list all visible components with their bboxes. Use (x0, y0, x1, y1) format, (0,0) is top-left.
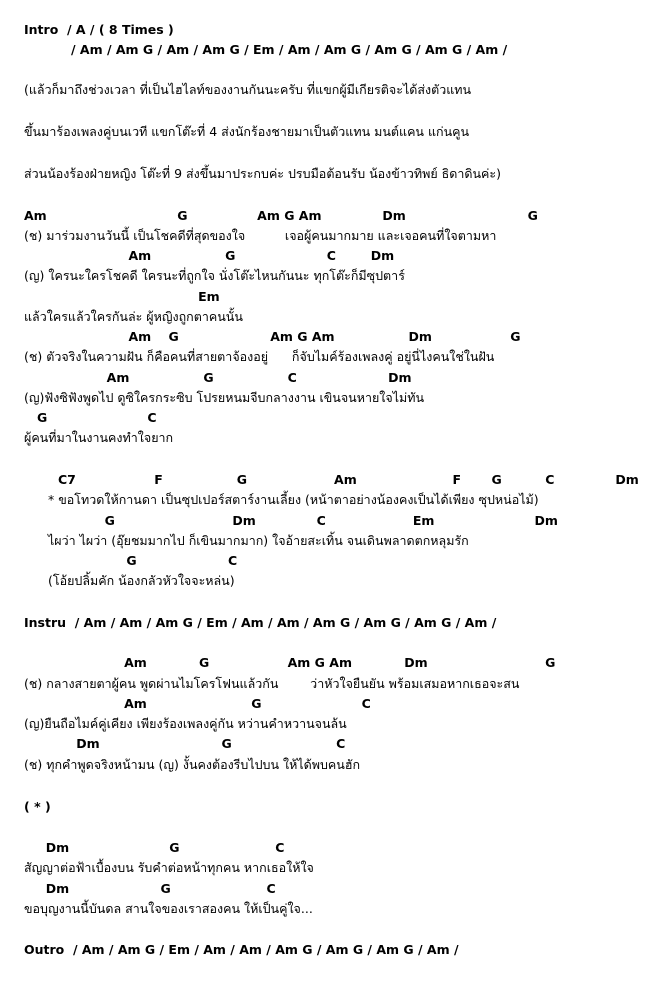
lyric-line: (ช) มาร่วมงานวันนี้ เป็นโชคดีที่สุดของใจ เจอผู้คนมากมาย และเจอคนที่ใจตามหา (24, 228, 497, 243)
chorus-lyric-line: ไผว่า ไผว่า (อุ๊ยชมมากไป ก็เขินมากมาก) ใจอ้ายสะเทิ้น จนเดินพลาดตกหลุมรัก (48, 533, 469, 548)
lyric-line: ผู้คนที่มาในงานคงทำใจยาก (24, 430, 174, 445)
lyric-line: (ช) ตัวจริงในความฝัน ก็คือคนที่สายตาจ้องอยู่ ก็จับไมค์ร้องเพลงคู่ อยู่นี่ไงคนใช่ในฝัน (24, 349, 495, 364)
lyric-line: ขอบุญงานนี้บันดล สานใจของเราสองคน ให้เป็นคู่ใจ... (24, 901, 313, 916)
outro-line: Outro / Am / Am G / Em / Am / Am / Am G / Am G / Am G / Am / (24, 942, 459, 957)
chord-line: G C (48, 553, 238, 568)
instrumental-line: Instru / Am / Am / Am G / Em / Am / Am / Am G / Am G / Am G / Am / (24, 615, 497, 630)
intro-chord-line: / Am / Am G / Am / Am G / Em / Am / Am G / Am G / Am G / Am / (71, 42, 508, 57)
chord-line: Em (24, 289, 220, 304)
lyric-line: (ช) ทุกคำพูดจริงหน้ามน (ญ) งั้นคงต้องรีบไปบน ให้ได้พบคนฮัก (24, 757, 361, 772)
chord-line: Am G Am G Am Dm G (24, 655, 556, 670)
chord-line: Am G Am G Am Dm G (24, 329, 521, 344)
lyric-line: สัญญาต่อฟ้าเบื้องบน รับคำต่อหน้าทุกคน หากเธอให้ใจ (24, 860, 314, 875)
chord-line: Dm G C (24, 736, 346, 751)
chorus-lyric-line: (โอ้ยปลิ้มคัก น้องกลัวหัวใจจะหล่น) (48, 573, 235, 588)
chord-line: C7 F G Am F G C Dm (58, 472, 639, 487)
chord-line: Am G C Dm (24, 248, 395, 263)
chord-line: G C (24, 410, 157, 425)
chord-line: Am G Am G Am Dm G (24, 208, 538, 223)
chorus-repeat-marker: ( * ) (24, 799, 51, 814)
lyric-line: (ญ)ฟังซิฟังพูดไป ดูซิใครกระซิบ โปรยหนมจีบกลางงาน เขินจนหายใจไม่ทัน (24, 390, 425, 405)
lyric-line: (ช) กลางสายตาผู้คน พูดผ่านไมโครโฟนแล้วกัน ว่าหัวใจยืนยัน พร้อมเสมอหากเธอจะสน (24, 676, 520, 691)
chord-line: Am G C (24, 696, 371, 711)
narration-line: (แล้วก็มาถึงช่วงเวลา ที่เป็นไฮไลท์ของงานกันนะครับ ที่แขกผู้มีเกียรติจะได้ส่งตัวแทน (24, 82, 472, 97)
narration-line: ส่วนน้องร้องฝ่ายหญิง โต๊ะที่ 9 ส่งขึ้นมาประกบค่ะ ปรบมือต้อนรับ น้องข้าวทิพย์ ธิดาดินค่ะ) (24, 166, 502, 181)
chord-line: Dm G C (24, 881, 276, 896)
chord-line: Dm G C (24, 840, 285, 855)
intro-line: Intro / A / ( 8 Times ) (24, 22, 174, 37)
chord-line: Am G C Dm (24, 370, 412, 385)
narration-line: ขึ้นมาร้องเพลงคู่บนเวที แขกโต๊ะที่ 4 ส่งนักร้องชายมาเป็นตัวแทน มนต์แคน แก่นคูน (24, 124, 470, 139)
lyric-line: แล้วใครแล้วใครกันล่ะ ผู้หญิงถูกตาคนนั้น (24, 309, 243, 324)
lyric-line: (ญ)ยืนถือไมค์คู่เคียง เพียงร้องเพลงคู่กัน หว่านคำหวานจนล้น (24, 716, 347, 731)
lyric-line: (ญ) ใครนะใครโชคดี ใครนะที่ถูกใจ นั่งโต๊ะไหนกันนะ ทุกโต๊ะก็มีซุปตาร์ (24, 268, 405, 283)
chord-line: G Dm C Em Dm (48, 513, 558, 528)
chorus-lyric-line: * ขอโทวดให้กานดา เป็นซุปเปอร์สตาร์งานเลี้ยง (หน้าตาอย่างน้องคงเป็นได้เพียง ซุปหน่อไม้) (48, 492, 539, 507)
